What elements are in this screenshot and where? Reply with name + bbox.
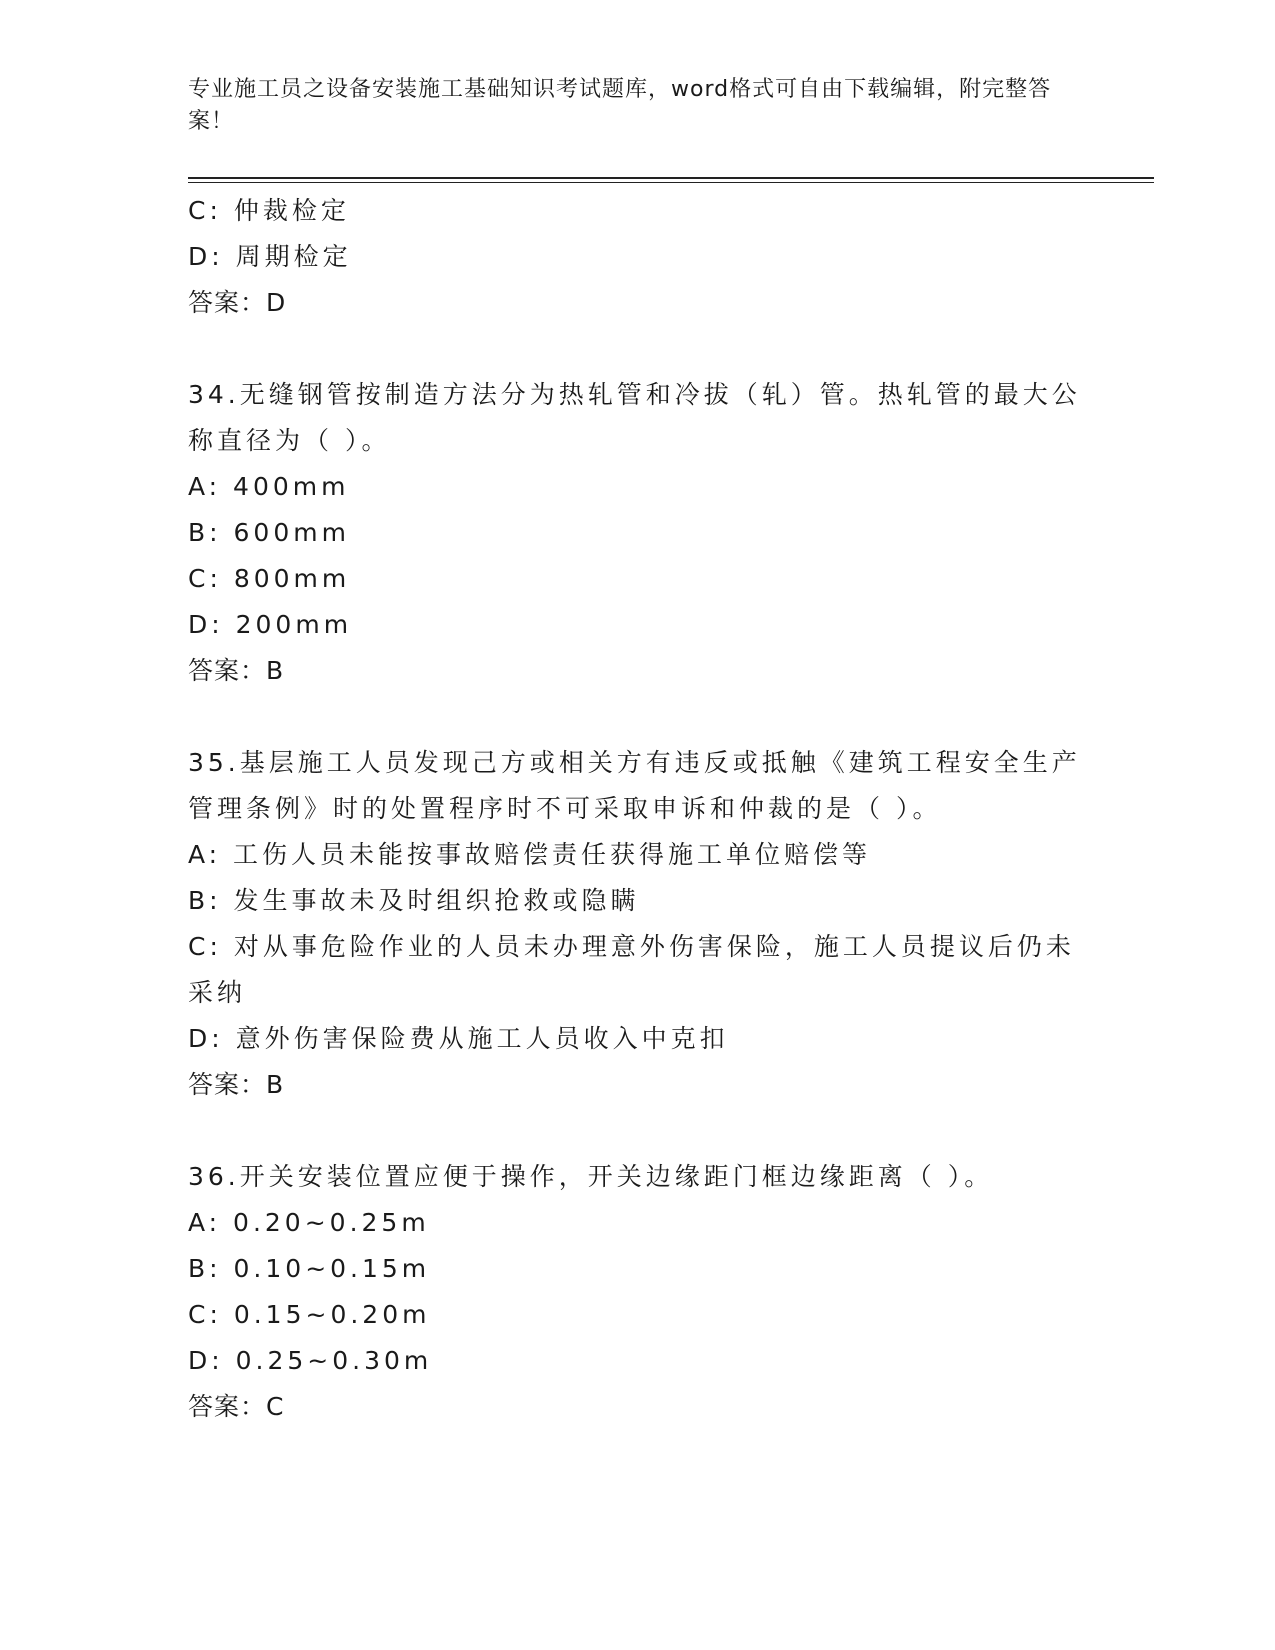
prev-question-tail (188, 188, 1088, 326)
answer-value: D (266, 288, 287, 317)
option-text: 0.10~0.15m (233, 1254, 431, 1283)
spacer (188, 326, 1088, 372)
question-35 (188, 740, 1088, 1108)
option-a (188, 464, 1088, 510)
answer-label: 答案： (188, 1392, 267, 1421)
option-text: 0.15~0.20m (233, 1300, 431, 1329)
option-a (188, 1200, 1088, 1246)
option-key: C: (188, 1300, 234, 1329)
option-key: B: (188, 1254, 234, 1283)
option-text: 仲裁检定 (233, 196, 350, 225)
spacer (188, 694, 1088, 740)
option-key: D: (188, 610, 236, 639)
answer-value: B (266, 1070, 285, 1099)
question-list (188, 188, 1088, 1430)
option-text: 800mm (233, 564, 351, 593)
question-stem: 36.开关安装位置应便于操作，开关边缘距门框边缘距离（ ）。 (188, 1162, 994, 1191)
answer-value: B (266, 656, 285, 685)
answer-line (188, 1062, 1088, 1108)
question-34 (188, 372, 1088, 694)
option-key: B: (188, 886, 234, 915)
option-key: D: (188, 1346, 236, 1375)
answer-line (188, 648, 1088, 694)
option-text: 对从事危险作业的人员未办理意外伤害保险，施工人员提议后仍未采纳 (188, 932, 1075, 1007)
option-text: 工伤人员未能按事故赔偿责任获得施工单位赔偿等 (233, 840, 872, 869)
option-c (188, 556, 1088, 602)
question-36 (188, 1154, 1088, 1430)
option-key: D: (188, 242, 236, 271)
option-text: 0.25~0.30m (235, 1346, 433, 1375)
answer-line (188, 280, 1088, 326)
option-text: 0.20~0.25m (233, 1208, 430, 1237)
option-text: 200mm (235, 610, 353, 639)
header-rule-thick (188, 177, 1154, 179)
question-stem: 34.无缝钢管按制造方法分为热轧管和冷拔（轧）管。热轧管的最大公称直径为（ ）。 (188, 380, 1081, 455)
spacer (188, 1108, 1088, 1154)
answer-label: 答案： (188, 1070, 267, 1099)
option-c (188, 924, 1083, 1016)
option-text: 600mm (233, 518, 350, 547)
option-d (188, 1016, 1088, 1062)
option-text: 意外伤害保险费从施工人员收入中克扣 (235, 1024, 729, 1053)
option-key: A: (188, 472, 234, 501)
option-text: 400mm (233, 472, 350, 501)
question-stem: 35.基层施工人员发现己方或相关方有违反或抵触《建筑工程安全生产管理条例》时的处置程序时不可采取申诉和仲裁的是（ ）。 (188, 748, 1081, 823)
answer-label: 答案： (188, 656, 267, 685)
option-c (188, 1292, 1088, 1338)
page-header (188, 74, 1068, 138)
option-b (188, 510, 1088, 556)
option-a (188, 832, 1088, 878)
header-rule-thin (188, 182, 1154, 183)
option-b (188, 1246, 1088, 1292)
option-key: C: (188, 564, 234, 593)
option-key: D: (188, 1024, 236, 1053)
option-b (188, 878, 1088, 924)
option-text: 发生事故未及时组织抢救或隐瞒 (233, 886, 640, 915)
answer-value: C (266, 1392, 285, 1421)
option-text: 周期检定 (235, 242, 352, 271)
answer-line (188, 1384, 1088, 1430)
option-key: A: (188, 1208, 234, 1237)
option-key: C: (188, 932, 234, 961)
header-title: 专业施工员之设备安装施工基础知识考试题库，word格式可自由下载编辑，附完整答案！ (188, 77, 1052, 134)
option-d (188, 602, 1088, 648)
option-key: C: (188, 196, 234, 225)
option-c (188, 188, 1088, 234)
answer-label: 答案： (188, 288, 267, 317)
option-key: B: (188, 518, 234, 547)
option-d (188, 234, 1088, 280)
option-d (188, 1338, 1088, 1384)
option-key: A: (188, 840, 234, 869)
